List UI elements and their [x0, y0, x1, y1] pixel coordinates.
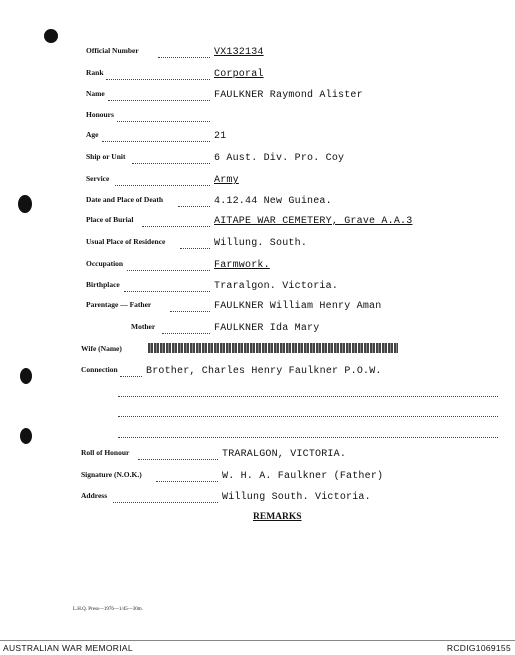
field-leader — [138, 459, 218, 460]
field-leader — [132, 163, 210, 164]
connection-label: Connection — [81, 365, 118, 374]
birthplace-value: Traralgon. Victoria. — [214, 281, 339, 292]
mother-value: FAULKNER Ida Mary — [214, 323, 320, 334]
age-value: 21 — [214, 131, 227, 142]
honours-label: Honours — [86, 110, 114, 119]
father-label: Parentage — Father — [86, 300, 152, 309]
field-leader — [142, 226, 210, 227]
rank-label: Rank — [86, 68, 104, 77]
occupation-label: Occupation — [86, 259, 124, 268]
roll-of-honour-value: TRARALGON, VICTORIA. — [222, 449, 347, 460]
service-value: Army — [214, 175, 239, 186]
wife-label: Wife (Name) — [81, 344, 122, 353]
name-label: Name — [86, 89, 105, 98]
field-leader — [178, 206, 210, 207]
field-leader — [102, 141, 210, 142]
field-leader — [115, 185, 210, 186]
print-line: L.H.Q. Press—1976—1/45—30m. — [73, 607, 143, 612]
unit-value: 6 Aust. Div. Pro. Coy — [214, 153, 345, 164]
field-leader — [120, 376, 142, 377]
signature-label: Signature (N.O.K.) — [81, 470, 142, 479]
occupation-value: Farmwork. — [214, 260, 270, 271]
residence-value: Willung. South. — [214, 238, 308, 249]
field-leader — [106, 79, 210, 80]
unit-label: Ship or Unit — [86, 152, 126, 161]
field-leader — [127, 270, 210, 271]
field-leader — [124, 291, 210, 292]
residence-label: Usual Place of Residence — [86, 237, 166, 246]
blank-line — [118, 396, 498, 397]
field-leader — [117, 121, 210, 122]
birthplace-label: Birthplace — [86, 280, 120, 289]
archive-footer — [0, 640, 515, 655]
burial-value: AITAPE WAR CEMETERY, Grave A.A.3 — [214, 216, 413, 227]
father-value: FAULKNER William Henry Aman — [214, 301, 382, 312]
service-label: Service — [86, 174, 110, 183]
official-number-value: VX132134 — [214, 47, 264, 58]
footer-record-id: RCDIG1069155 — [446, 643, 511, 653]
death-value: 4.12.44 New Guinea. — [214, 196, 332, 207]
burial-label: Place of Burial — [86, 215, 134, 224]
rank-value: Corporal — [214, 69, 264, 80]
remarks-heading: REMARKS — [253, 512, 302, 522]
mother-label: Mother — [131, 322, 156, 331]
address-label: Address — [81, 491, 108, 500]
signature-value: W. H. A. Faulkner (Father) — [222, 471, 384, 482]
death-label: Date and Place of Death — [86, 195, 164, 204]
name-value: FAULKNER Raymond Alister — [214, 90, 363, 101]
punch-hole — [20, 428, 32, 444]
field-leader — [156, 481, 218, 482]
footer-institution: AUSTRALIAN WAR MEMORIAL — [3, 643, 133, 653]
punch-hole — [44, 29, 58, 43]
field-leader — [170, 311, 210, 312]
age-label: Age — [86, 130, 99, 139]
field-leader — [158, 57, 210, 58]
address-value: Willung South. Victoria. — [222, 492, 371, 503]
blank-line — [118, 416, 498, 417]
connection-value: Brother, Charles Henry Faulkner P.O.W. — [146, 366, 382, 377]
field-leader — [162, 333, 210, 334]
struck-out-text — [148, 343, 398, 353]
field-leader — [108, 100, 210, 101]
field-leader — [180, 248, 210, 249]
blank-line — [118, 437, 498, 438]
official-number-label: Official Number — [86, 46, 139, 55]
field-leader — [113, 502, 218, 503]
roll-of-honour-label: Roll of Honour — [81, 448, 130, 457]
